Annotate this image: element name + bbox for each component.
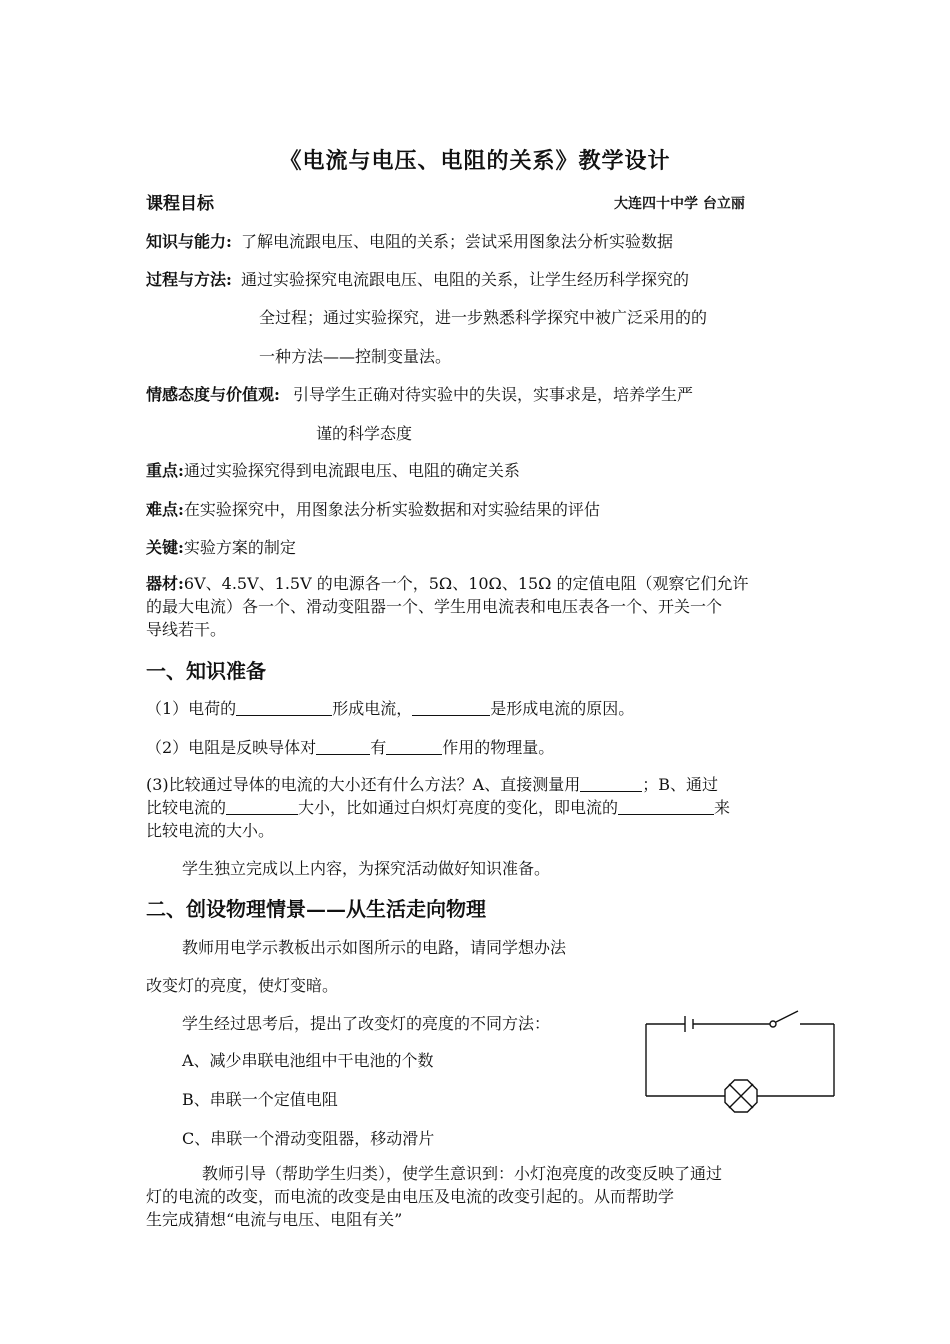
option-c: C、串联一个滑动变阻器，移动滑片 bbox=[182, 1129, 435, 1148]
option-b: B、串联一个定值电阻 bbox=[182, 1090, 338, 1109]
guidance-line-3: 生完成猜想“电流与电压、电阻有关” bbox=[146, 1210, 403, 1229]
process-row bbox=[146, 267, 689, 290]
circuit-diagram bbox=[640, 1008, 840, 1120]
guidance-line-2: 灯的电流的改变，而电流的改变是由电压及电流的改变引起的。从而帮助学 bbox=[146, 1187, 675, 1206]
question-2-text-b: 有 bbox=[370, 738, 387, 757]
question-1-text-b: 形成电流， bbox=[332, 699, 413, 718]
emotion-label: 情感态度与价值观: bbox=[146, 385, 280, 404]
answer-blank[interactable] bbox=[316, 738, 370, 755]
question-3-text-b: ；B、通过 bbox=[642, 775, 718, 794]
section-2-para-1-line-2: 改变灯的亮度，使灯变暗。 bbox=[146, 976, 339, 995]
knowledge-row bbox=[146, 229, 673, 252]
process-label: 过程与方法: bbox=[146, 270, 232, 289]
answer-blank[interactable] bbox=[226, 798, 298, 815]
difficulty-text: 在实验探究中，用图象法分析实验数据和对实验结果的评估 bbox=[183, 500, 600, 519]
teacher-guidance bbox=[146, 1162, 722, 1231]
equipment-block bbox=[146, 572, 749, 641]
process-line-1: 通过实验探究电流跟电压、电阻的关系，让学生经历科学探究的 bbox=[241, 270, 690, 289]
crux-text: 实验方案的制定 bbox=[183, 538, 296, 557]
process-line-2: 全过程；通过实验探究，进一步熟悉科学探究中被广泛采用的的 bbox=[259, 308, 708, 327]
section-2-para-2: 学生经过思考后，提出了改变灯的亮度的不同方法： bbox=[182, 1014, 551, 1033]
question-1 bbox=[146, 696, 634, 719]
section-1-summary: 学生独立完成以上内容，为探究活动做好知识准备。 bbox=[182, 859, 551, 878]
switch-blade bbox=[776, 1011, 798, 1022]
document-title: 《电流与电压、电阻的关系》教学设计 bbox=[279, 148, 671, 174]
process-line-3: 一种方法——控制变量法。 bbox=[259, 347, 452, 366]
emotion-line-1: 引导学生正确对待实验中的失误，实事求是，培养学生严 bbox=[293, 385, 694, 404]
key-point-row bbox=[146, 458, 520, 481]
equipment-label: 器材: bbox=[146, 574, 184, 593]
answer-blank[interactable] bbox=[236, 699, 332, 716]
question-3-text-e: 来 bbox=[714, 798, 731, 817]
switch-pivot bbox=[770, 1021, 776, 1027]
question-3-text-d: 大小，比如通过白炽灯亮度的变化，即电流的 bbox=[298, 798, 619, 817]
answer-blank[interactable] bbox=[580, 775, 642, 792]
section-2-heading: 二、创设物理情景——从生活走向物理 bbox=[146, 897, 486, 921]
question-3-text-c: 比较电流的 bbox=[146, 798, 227, 817]
question-1-text-c: 是形成电流的原因。 bbox=[490, 699, 635, 718]
difficulty-label: 难点: bbox=[146, 500, 184, 519]
section-1-heading: 一、知识准备 bbox=[146, 659, 266, 683]
answer-blank[interactable] bbox=[618, 798, 714, 815]
emotion-row bbox=[146, 382, 693, 405]
author-line: 大连四十中学 台立丽 bbox=[614, 196, 745, 212]
guidance-line-1: 教师引导（帮助学生归类），使学生意识到：小灯泡亮度的改变反映了通过 bbox=[202, 1164, 723, 1183]
equipment-line-1: 6V、4.5V、1.5V 的电源各一个，5Ω、10Ω、15Ω 的定值电阻（观察它们允许 bbox=[183, 574, 749, 593]
question-3 bbox=[146, 773, 730, 842]
key-point-label: 重点: bbox=[146, 461, 184, 480]
emotion-line-2: 谨的科学态度 bbox=[316, 424, 413, 443]
key-point-text: 通过实验探究得到电流跟电压、电阻的确定关系 bbox=[183, 461, 520, 480]
crux-row bbox=[146, 535, 296, 558]
knowledge-text: 了解电流跟电压、电阻的关系；尝试采用图象法分析实验数据 bbox=[241, 232, 674, 251]
question-3-text-f: 比较电流的大小。 bbox=[146, 821, 275, 840]
answer-blank[interactable] bbox=[386, 738, 442, 755]
option-a: A、减少串联电池组中干电池的个数 bbox=[182, 1051, 434, 1070]
knowledge-label: 知识与能力: bbox=[146, 232, 232, 251]
question-2-text-a: （2）电阻是反映导体对 bbox=[146, 738, 317, 757]
difficulty-row bbox=[146, 497, 600, 520]
question-1-text-a: （1）电荷的 bbox=[146, 699, 237, 718]
equipment-line-2: 的最大电流）各一个、滑动变阻器一个、学生用电流表和电压表各一个、开关一个 bbox=[146, 597, 723, 616]
equipment-line-3: 导线若干。 bbox=[146, 620, 227, 639]
crux-label: 关键: bbox=[146, 538, 184, 557]
question-3-text-a: (3)比较通过导体的电流的大小还有什么方法？A、直接测量用 bbox=[146, 775, 581, 794]
objectives-heading: 课程目标 bbox=[146, 194, 214, 214]
section-2-para-1-line-1: 教师用电学示教板出示如图所示的电路，请同学想办法 bbox=[182, 938, 567, 957]
question-2-text-c: 作用的物理量。 bbox=[442, 738, 555, 757]
answer-blank[interactable] bbox=[412, 699, 490, 716]
question-2 bbox=[146, 735, 554, 758]
